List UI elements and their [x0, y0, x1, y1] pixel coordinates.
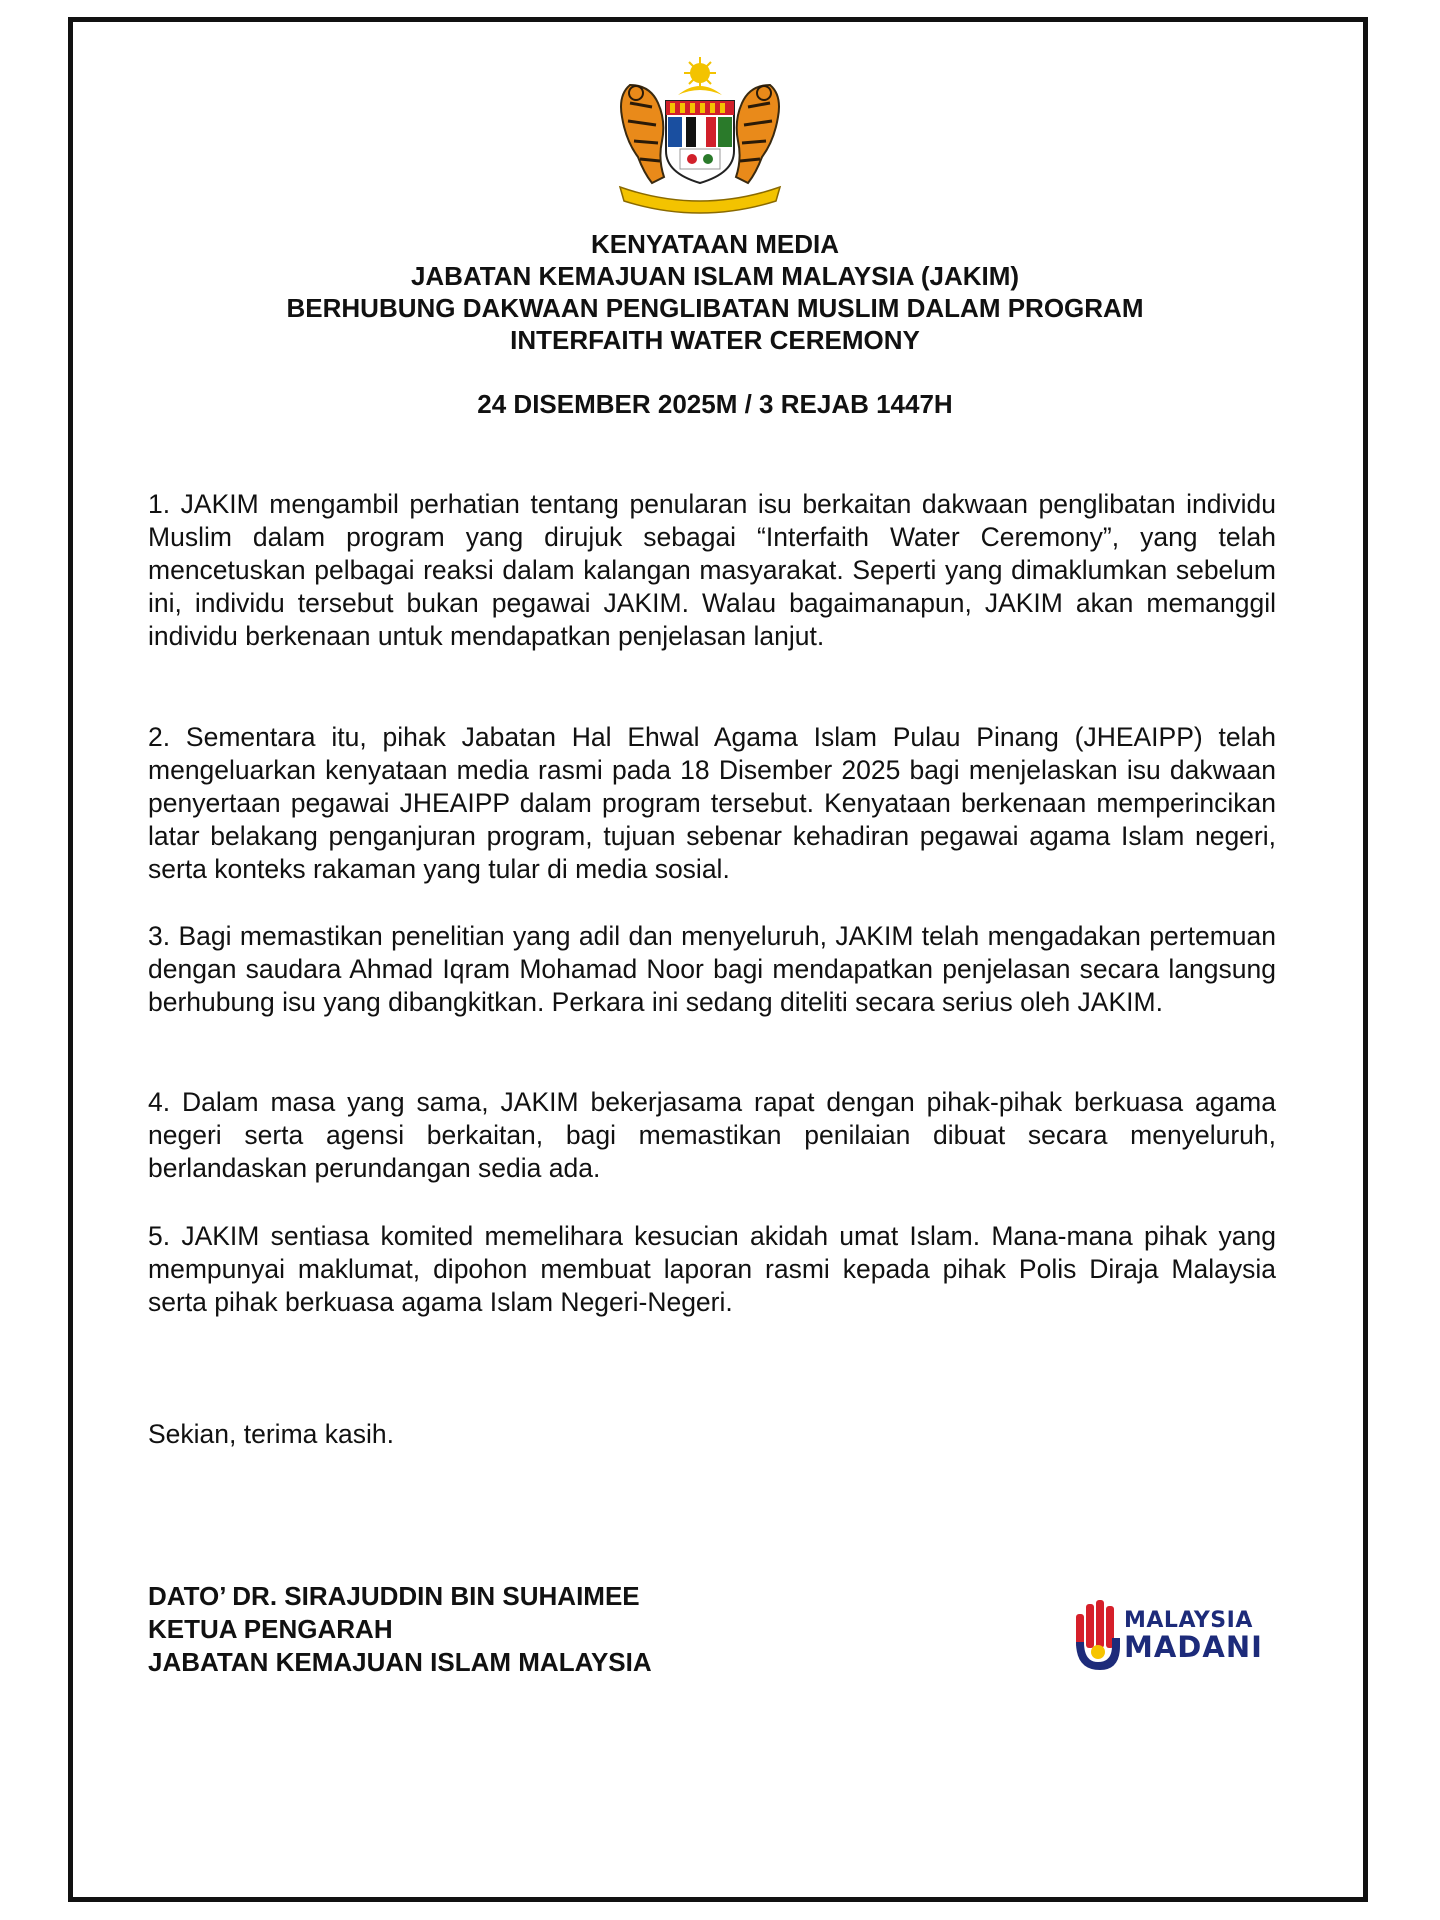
- release-date: 24 DISEMBER 2025M / 3 REJAB 1447H: [477, 389, 953, 419]
- federal-star-icon: [684, 57, 716, 89]
- shield-icon: [666, 101, 734, 183]
- madani-word-madani: MADANI: [1124, 1630, 1263, 1664]
- madani-word-malaysia: MALAYSIA: [1124, 1608, 1253, 1633]
- closing-remark: Sekian, terima kasih.: [148, 1419, 394, 1449]
- signature-block: [148, 1580, 652, 1679]
- malaysia-madani-logo: [1072, 1598, 1272, 1674]
- madani-hand-icon: [1072, 1598, 1124, 1674]
- heading-line-subject: BERHUBUNG DAKWAAN PENGLIBATAN MUSLIM DALAM PROGRAM: [286, 293, 1144, 323]
- heading-line-subject-cont: INTERFAITH WATER CEREMONY: [510, 325, 920, 355]
- press-release-heading: [150, 228, 1280, 356]
- signatory-name: DATO’ DR. SIRAJUDDIN BIN SUHAIMEE: [148, 1581, 640, 1611]
- left-tiger-icon: [621, 85, 664, 183]
- coat-of-arms-emblem: [600, 55, 800, 215]
- right-tiger-icon: [736, 85, 779, 183]
- paragraph-5: 5. JAKIM sentiasa komited memelihara kesucian akidah umat Islam. Mana-mana pihak yang mempunyai maklumat, dipohon membuat laporan rasmi kepada pihak Polis Diraja Malaysia serta pihak berkuasa agama Islam Negeri-Negeri.: [148, 1221, 1276, 1317]
- heading-line-title: KENYATAAN MEDIA: [591, 229, 839, 259]
- signatory-department: JABATAN KEMAJUAN ISLAM MALAYSIA: [148, 1647, 652, 1677]
- madani-wordmark: [1124, 1608, 1263, 1664]
- paragraph-3: 3. Bagi memastikan penelitian yang adil dan menyeluruh, JAKIM telah mengadakan pertemuan dengan saudara Ahmad Iqram Mohamad Noor bagi mendapatkan penjelasan secara langsung berhubung isu yang dibangkitkan. Perkara ini sedang diteliti secara serius oleh JAKIM.: [148, 921, 1276, 1017]
- heading-line-department: JABATAN KEMAJUAN ISLAM MALAYSIA (JAKIM): [410, 261, 1020, 291]
- paragraph-2: 2. Sementara itu, pihak Jabatan Hal Ehwal Agama Islam Pulau Pinang (JHEAIPP) telah mengeluarkan kenyataan media rasmi pada 18 Disember 2025 bagi menjelaskan isu dakwaan penyertaan pegawai JHEAIPP dalam program tersebut. Kenyataan berkenaan memperincikan latar belakang penganjuran program, tujuan sebenar kehadiran pegawai agama Islam negeri, serta konteks rakaman yang tular di media sosial.: [148, 722, 1276, 884]
- signatory-title: KETUA PENGARAH: [148, 1614, 393, 1644]
- paragraph-4: 4. Dalam masa yang sama, JAKIM bekerjasama rapat dengan pihak-pihak berkuasa agama negeri serta agensi berkaitan, bagi memastikan penilaian dibuat secara menyeluruh, berlandaskan perundangan sedia ada.: [148, 1087, 1276, 1183]
- motto-scroll: [620, 187, 780, 213]
- paragraph-1: 1. JAKIM mengambil perhatian tentang penularan isu berkaitan dakwaan penglibatan individu Muslim dalam program yang dirujuk sebagai “Interfaith Water Ceremony”, yang telah mencetuskan pelbagai reaksi dalam kalangan masyarakat. Seperti yang dimaklumkan sebelum ini, individu tersebut bukan pegawai JAKIM. Walau bagaimanapun, JAKIM akan memanggil individu berkenaan untuk mendapatkan penjelasan lanjut.: [148, 489, 1276, 651]
